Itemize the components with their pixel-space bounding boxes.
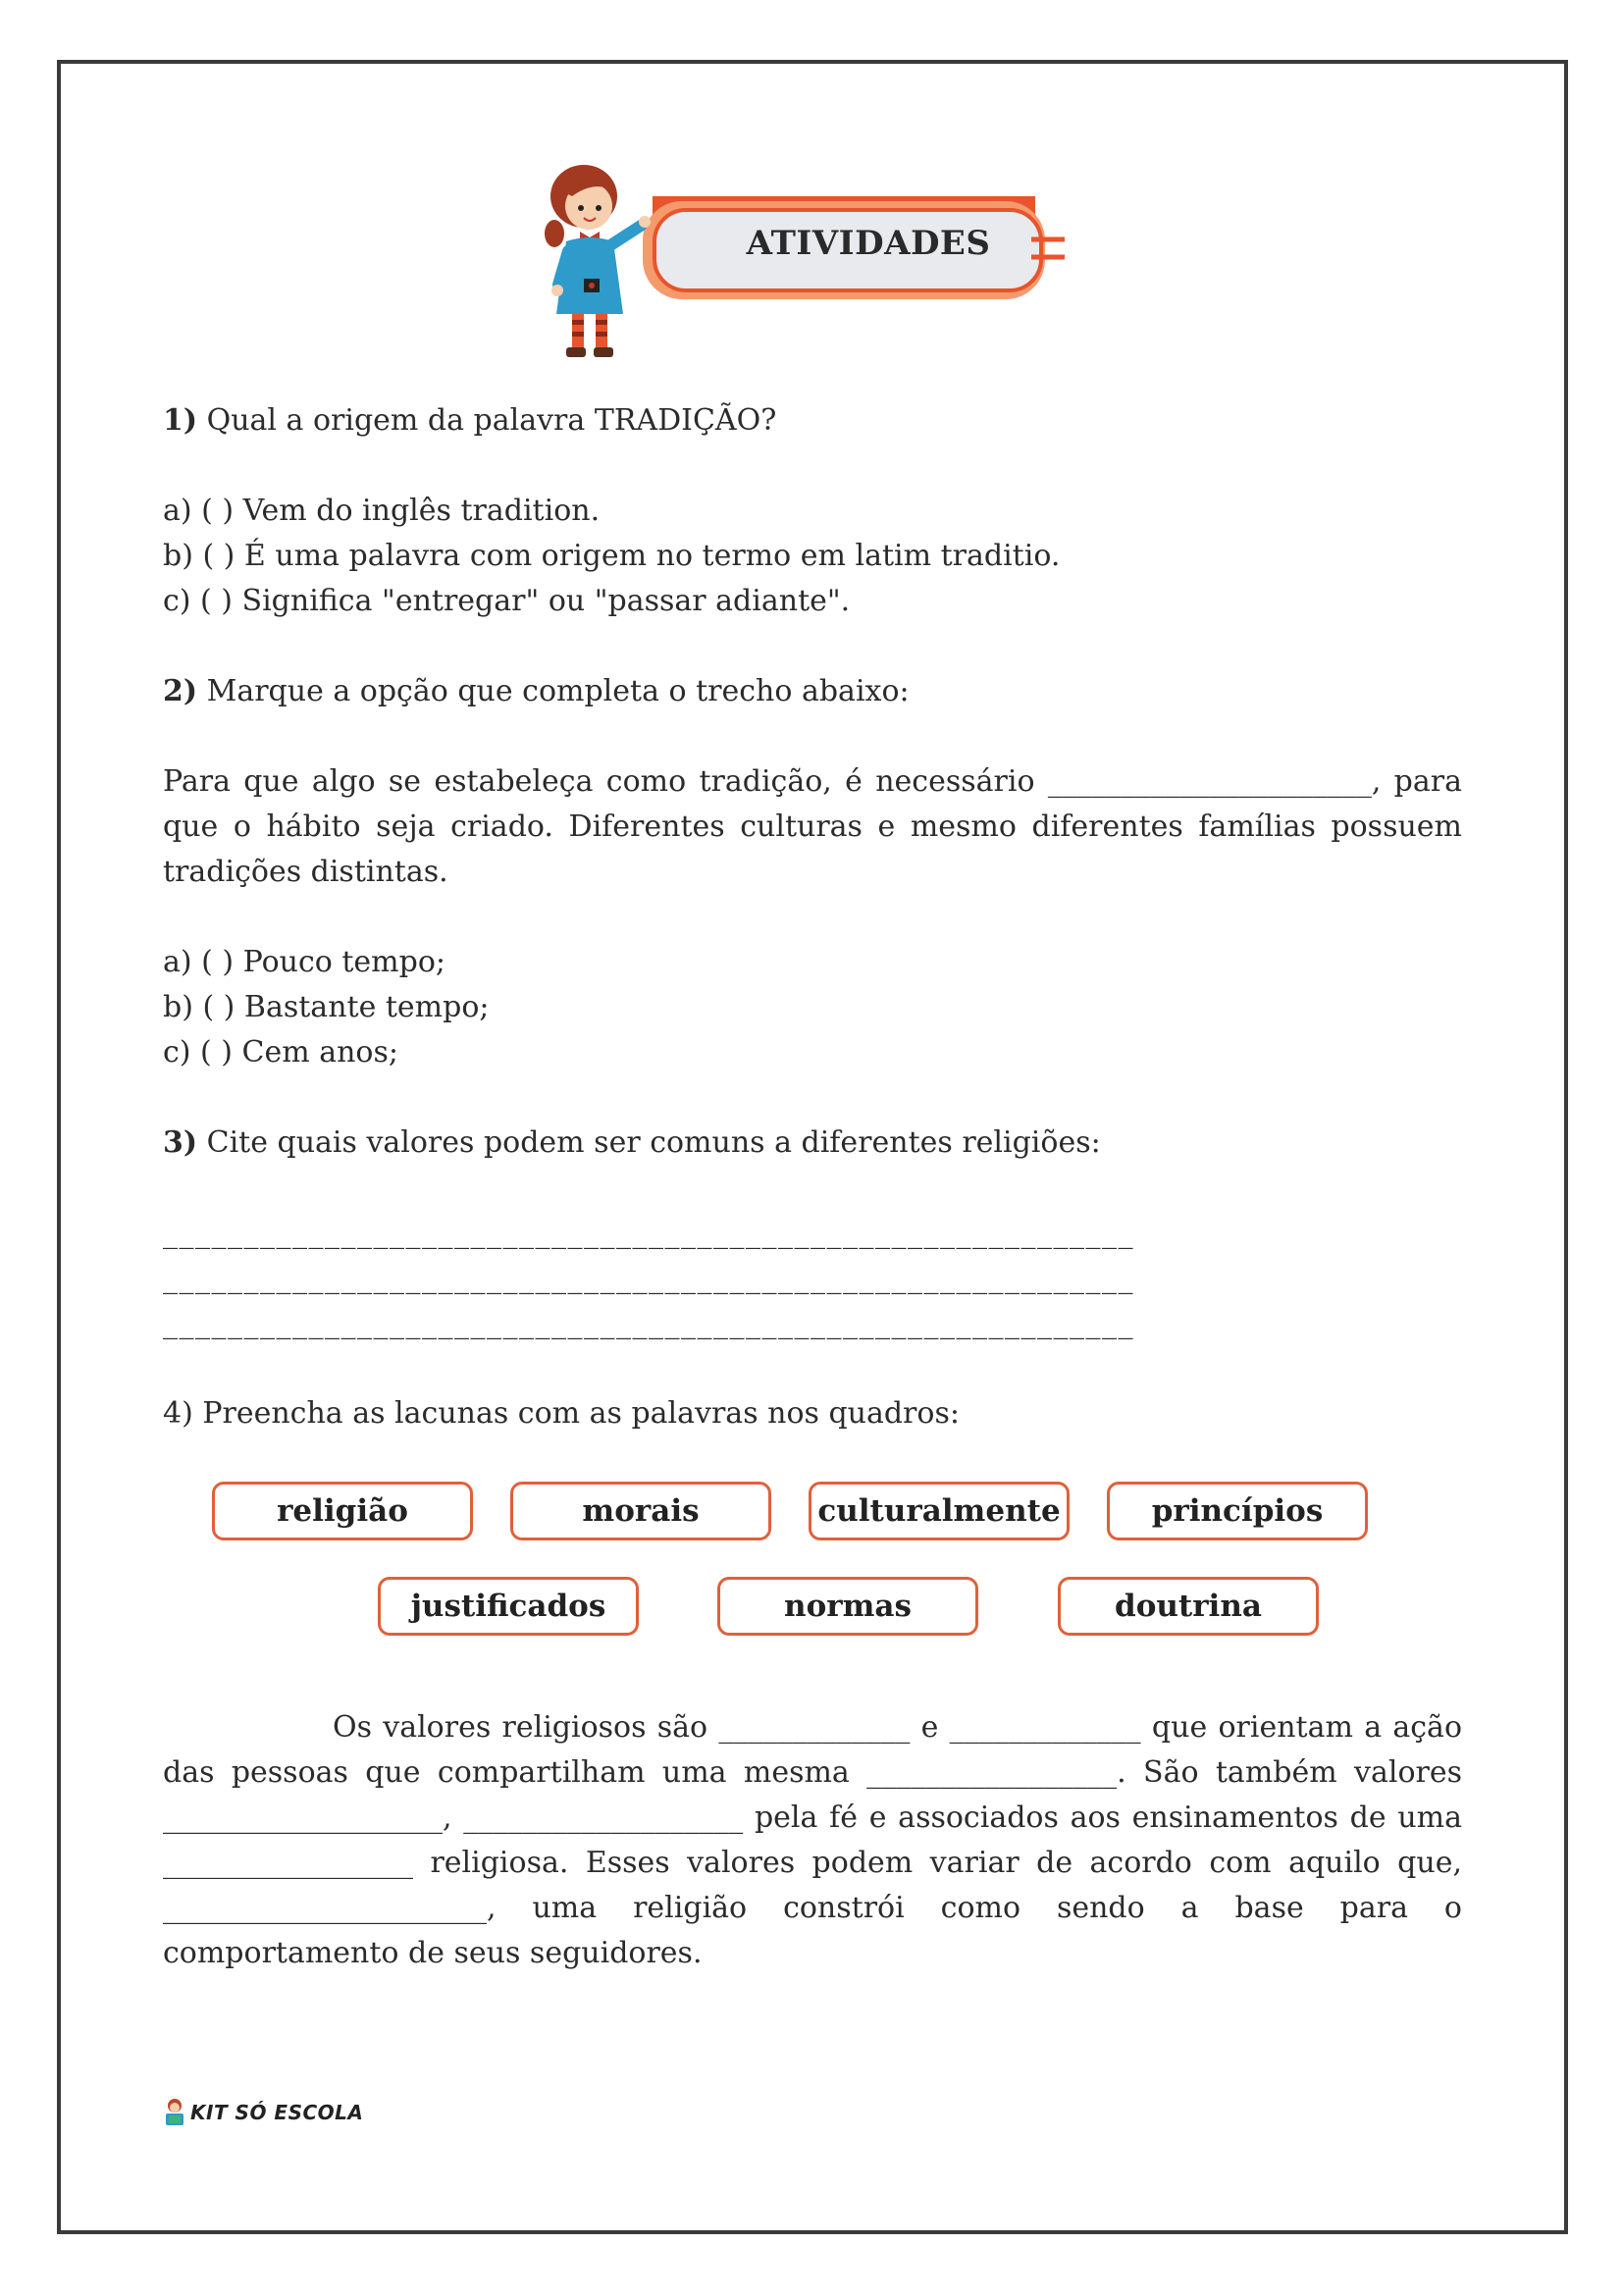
question-3	[163, 1121, 1462, 1166]
q2-paragraph: Para que algo se estabeleça como tradição, é necessário ______________________, para que o hábito seja criado. Diferentes culturas e mesmo diferentes famílias possuem tradições distintas.	[163, 764, 1462, 889]
footer-logo-text: KIT SÓ ESCOLA	[190, 2101, 364, 2124]
activities-header	[545, 157, 1084, 373]
kid-reading-icon	[163, 2098, 186, 2127]
q4-fill-paragraph	[163, 1705, 1462, 1976]
teacher-girl-illustration	[545, 157, 1084, 373]
question-text: Marque a opção que completa o trecho abaixo:	[197, 674, 910, 708]
q3-answer-line[interactable]: ____________________________________________________________	[163, 1216, 1134, 1250]
word-box-religiao: religião	[212, 1482, 473, 1540]
question-text: Qual a origem da palavra TRADIÇÃO?	[197, 403, 777, 438]
word-box-principios: princípios	[1107, 1482, 1368, 1540]
q2-option-b: b) ( ) Bastante tempo;	[163, 990, 490, 1024]
q1-option-c: c) ( ) Significa "entregar" ou "passar adiante".	[163, 584, 851, 618]
word-box-normas: normas	[717, 1577, 978, 1636]
question-2	[163, 669, 1462, 714]
activities-title: ATIVIDADES	[746, 224, 991, 263]
word-box-morais: morais	[510, 1482, 771, 1540]
q2-option-c: c) ( ) Cem anos;	[163, 1035, 398, 1070]
q3-answer-line[interactable]: ____________________________________________________________	[163, 1261, 1134, 1295]
q2-option-a: a) ( ) Pouco tempo;	[163, 945, 445, 979]
q1-option-b: b) ( ) É uma palavra com origem no termo em latim traditio.	[163, 539, 1061, 573]
footer-logo	[163, 2096, 363, 2129]
questions	[163, 398, 1462, 1436]
word-box-doutrina: doutrina	[1058, 1577, 1319, 1636]
question-1	[163, 398, 1462, 444]
q3-answer-line[interactable]: ____________________________________________________________	[163, 1306, 1134, 1340]
question-number: 2)	[163, 674, 198, 708]
question-4: 4) Preencha as lacunas com as palavras nos quadros:	[163, 1396, 960, 1431]
word-box-culturalmente: culturalmente	[809, 1482, 1070, 1540]
q4-paragraph-text: Os valores religiosos são _____________ e _____________ que orientam a ação das pessoas que compartilham uma mesma _________________. São também valores ___________________, ___________________ pela fé e associados aos ensinamentos de uma _________________ religiosa. Esses valores podem variar de acordo com aquilo que, ______________________, uma religião constrói como sendo a base para o comportamento de seus seguidores.	[163, 1710, 1462, 1970]
q1-option-a: a) ( ) Vem do inglês tradition.	[163, 494, 601, 528]
question-number: 1)	[163, 403, 198, 438]
question-text: Cite quais valores podem ser comuns a diferentes religiões:	[197, 1125, 1101, 1160]
word-box-justificados: justificados	[378, 1577, 639, 1636]
question-number: 3)	[163, 1125, 198, 1160]
